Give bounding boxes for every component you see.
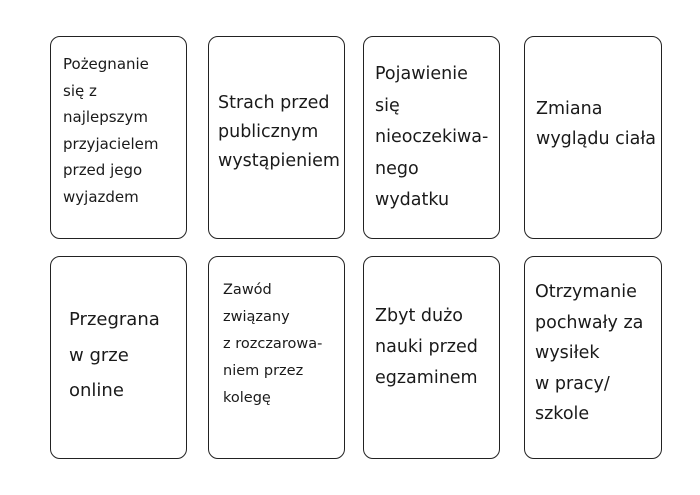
card-text bbox=[536, 94, 656, 154]
card-text-line: przyjacielem bbox=[63, 134, 159, 153]
card-praise-for-effort bbox=[524, 256, 662, 459]
card-text-line: online bbox=[69, 380, 124, 401]
card-text bbox=[69, 302, 160, 409]
card-text-word: przed bbox=[63, 161, 106, 179]
card-text-line: kolegę bbox=[223, 390, 271, 406]
card-body-appearance-change bbox=[524, 36, 662, 239]
card-too-much-studying bbox=[363, 256, 500, 459]
card-text-line: nauki przed bbox=[375, 337, 478, 357]
card-text-line: pochwały za bbox=[535, 312, 644, 333]
card-text-line: nieoczekiwa- bbox=[375, 127, 489, 147]
card-text-line: wysiłek bbox=[535, 343, 600, 363]
card-text-line: w grze bbox=[69, 344, 129, 366]
card-text-line: Zmiana bbox=[536, 99, 603, 119]
card-text-line: Otrzymanie bbox=[535, 282, 637, 302]
card-text-line: wyglądu ciała bbox=[536, 129, 657, 149]
card-text-word: z bbox=[89, 81, 97, 100]
card-farewell-friend bbox=[50, 36, 187, 239]
card-text bbox=[375, 59, 488, 217]
card-text-line: Przegrana bbox=[69, 309, 160, 330]
card-text-line: Pożegnanie bbox=[63, 55, 149, 73]
card-text-line: związany bbox=[223, 309, 290, 325]
card-text bbox=[375, 301, 478, 394]
card-text-line: Pojawienie bbox=[375, 64, 468, 84]
card-text-line: wydatku bbox=[375, 190, 450, 210]
card-text-line: niem przez bbox=[223, 363, 304, 379]
card-text bbox=[535, 277, 643, 430]
card-text-line: wystąpieniem bbox=[218, 151, 340, 171]
card-text-line: Zbyt dużo bbox=[375, 306, 463, 326]
card-text-line: wyjazdem bbox=[63, 187, 139, 206]
card-text-line: z rozczarowa- bbox=[223, 336, 323, 352]
card-text-line: Strach przed bbox=[218, 93, 330, 113]
card-text-line: nego bbox=[375, 158, 419, 179]
card-lost-online-game bbox=[50, 256, 187, 459]
card-unexpected-expense bbox=[363, 36, 500, 239]
card-text-line: szkole bbox=[535, 404, 590, 424]
card-text bbox=[218, 89, 340, 176]
card-text bbox=[223, 277, 322, 412]
card-text-word: się bbox=[63, 81, 85, 100]
card-text bbox=[63, 51, 174, 210]
card-text-line: w pracy/ bbox=[535, 373, 610, 394]
card-disappointed-by-friend bbox=[208, 256, 345, 459]
card-text-line: się bbox=[375, 95, 400, 116]
card-text-line: Zawód bbox=[223, 282, 272, 298]
card-public-speaking-fear bbox=[208, 36, 345, 239]
card-text-line: egzaminem bbox=[375, 368, 478, 388]
card-text-line-justified bbox=[63, 157, 174, 184]
card-text-line: najlepszym bbox=[63, 108, 148, 126]
card-text-line: publicznym bbox=[218, 122, 319, 142]
card-text-word: jego bbox=[110, 161, 143, 179]
card-text-line-justified bbox=[63, 78, 174, 105]
